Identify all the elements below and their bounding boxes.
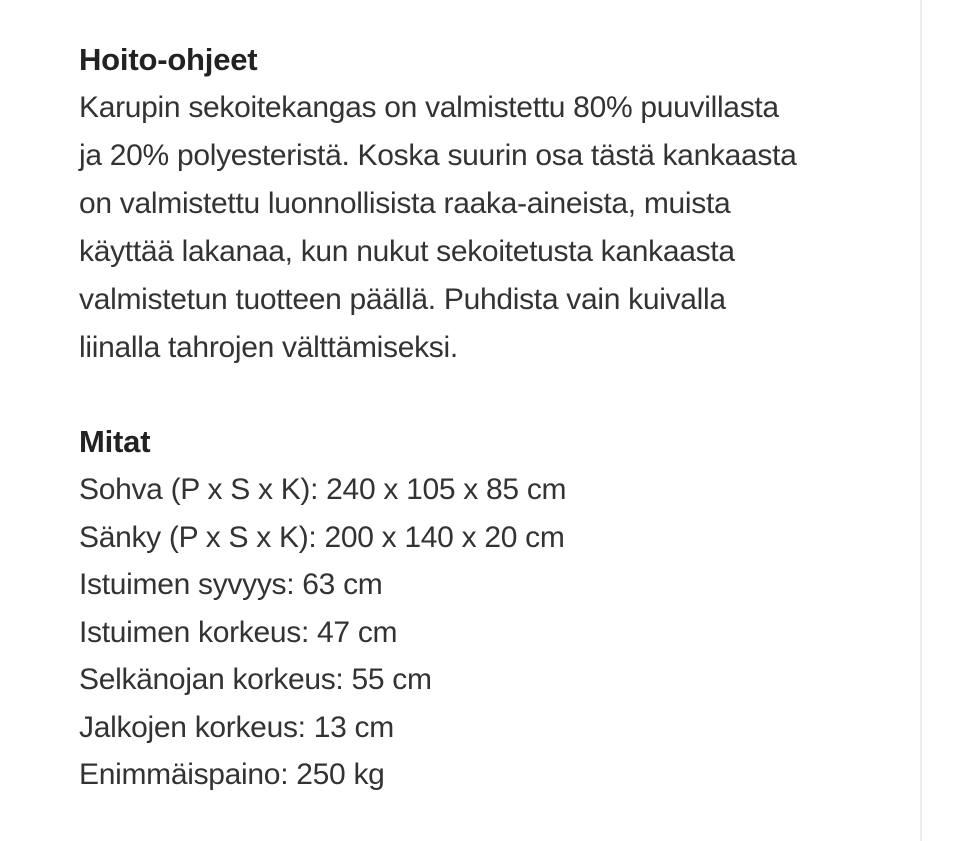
- dimension-backrest-height: Selkänojan korkeus: 55 cm: [79, 663, 432, 696]
- care-instructions-section: [79, 36, 899, 372]
- right-edge-divider: [920, 0, 922, 841]
- care-text-line: käyttää lakanaa, kun nukut sekoitetusta kankaasta: [79, 235, 735, 268]
- section-gap: [79, 372, 899, 418]
- dimensions-heading: Mitat: [79, 424, 151, 459]
- care-text-line: Karupin sekoitekangas on valmistettu 80% puuvillasta: [79, 91, 779, 124]
- product-info-content: [79, 36, 899, 799]
- dimensions-list: [79, 466, 899, 799]
- dimension-seat-depth: Istuimen syvyys: 63 cm: [79, 568, 383, 601]
- dimensions-section: [79, 418, 899, 799]
- dimension-sofa: Sohva (P x S x K): 240 x 105 x 85 cm: [79, 473, 567, 506]
- care-instructions-heading: Hoito-ohjeet: [79, 42, 258, 77]
- care-text-line: liinalla tahrojen välttämiseksi.: [79, 331, 458, 364]
- care-text-line: on valmistettu luonnollisista raaka-aineista, muista: [79, 187, 731, 220]
- dimension-bed: Sänky (P x S x K): 200 x 140 x 20 cm: [79, 520, 565, 554]
- care-text-line: valmistetun tuotteen päällä. Puhdista vain kuivalla: [79, 283, 726, 316]
- dimension-leg-height: Jalkojen korkeus: 13 cm: [79, 710, 394, 744]
- dimension-max-weight: Enimmäispaino: 250 kg: [79, 758, 385, 791]
- dimension-seat-height: Istuimen korkeus: 47 cm: [79, 615, 398, 649]
- care-instructions-text: [79, 84, 899, 372]
- care-text-line: ja 20% polyesteristä. Koska suurin osa tästä kankaasta: [79, 139, 797, 172]
